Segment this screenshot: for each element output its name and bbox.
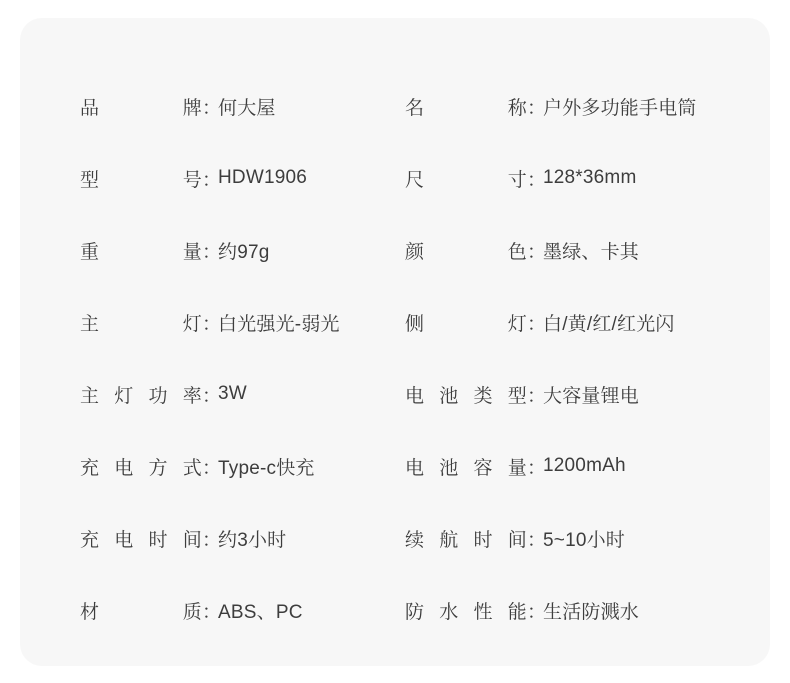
spec-label: 防水性能 xyxy=(405,601,527,623)
spec-value: 墨绿、卡其 xyxy=(543,241,640,263)
spec-value: 约3小时 xyxy=(218,529,287,551)
spec-label: 品 牌 xyxy=(80,97,202,119)
spec-row xyxy=(405,142,730,214)
spec-colon: ： xyxy=(527,313,547,335)
spec-value: ABS、PC xyxy=(218,601,303,623)
spec-colon: ： xyxy=(527,529,547,551)
spec-label: 主灯功率 xyxy=(80,385,202,407)
spec-value: 户外多功能手电筒 xyxy=(543,97,697,119)
specification-grid xyxy=(80,70,730,646)
spec-value: Type-c快充 xyxy=(218,457,315,479)
spec-colon: ： xyxy=(202,457,222,479)
spec-colon: ： xyxy=(527,601,547,623)
spec-value: 1200mAh xyxy=(543,455,626,476)
spec-row xyxy=(80,142,405,214)
spec-colon: ： xyxy=(527,385,547,407)
spec-colon: ： xyxy=(202,313,222,335)
spec-colon: ： xyxy=(202,601,222,623)
spec-row xyxy=(405,430,730,502)
spec-value: 5~10小时 xyxy=(543,529,625,551)
spec-row xyxy=(405,358,730,430)
spec-colon: ： xyxy=(202,97,222,119)
spec-colon: ： xyxy=(202,529,222,551)
spec-label: 电池容量 xyxy=(405,457,527,479)
spec-colon: ： xyxy=(202,241,222,263)
spec-label: 侧 灯 xyxy=(405,313,527,335)
spec-row xyxy=(80,574,405,646)
spec-colon: ： xyxy=(202,169,222,191)
spec-row xyxy=(80,286,405,358)
spec-value: 约97g xyxy=(218,241,270,263)
spec-colon: ： xyxy=(527,241,547,263)
spec-row xyxy=(405,214,730,286)
spec-row xyxy=(405,70,730,142)
spec-row xyxy=(405,502,730,574)
spec-label: 电池类型 xyxy=(405,385,527,407)
spec-row xyxy=(80,430,405,502)
spec-label: 尺 寸 xyxy=(405,169,527,191)
spec-label: 充电方式 xyxy=(80,457,202,479)
spec-value: 生活防溅水 xyxy=(543,601,640,623)
spec-label: 型 号 xyxy=(80,169,202,191)
specification-card xyxy=(20,18,770,666)
spec-value: 大容量锂电 xyxy=(543,385,640,407)
spec-row xyxy=(80,70,405,142)
spec-value: 3W xyxy=(218,383,247,404)
spec-label: 续航时间 xyxy=(405,529,527,551)
spec-value: HDW1906 xyxy=(218,167,308,188)
spec-colon: ： xyxy=(527,457,547,479)
spec-value: 128*36mm xyxy=(543,167,637,188)
spec-label: 重 量 xyxy=(80,241,202,263)
spec-colon: ： xyxy=(202,385,222,407)
spec-label: 颜 色 xyxy=(405,241,527,263)
spec-colon: ： xyxy=(527,169,547,191)
spec-row xyxy=(405,286,730,358)
spec-row xyxy=(80,214,405,286)
spec-colon: ： xyxy=(527,97,547,119)
spec-row xyxy=(405,574,730,646)
spec-label: 材 质 xyxy=(80,601,202,623)
spec-label: 主 灯 xyxy=(80,313,202,335)
spec-row xyxy=(80,502,405,574)
spec-label: 充电时间 xyxy=(80,529,202,551)
spec-value: 白光强光-弱光 xyxy=(218,313,340,335)
spec-value: 白/黄/红/红光闪 xyxy=(543,313,675,335)
spec-value: 何大屋 xyxy=(218,97,276,119)
spec-label: 名 称 xyxy=(405,97,527,119)
spec-row xyxy=(80,358,405,430)
